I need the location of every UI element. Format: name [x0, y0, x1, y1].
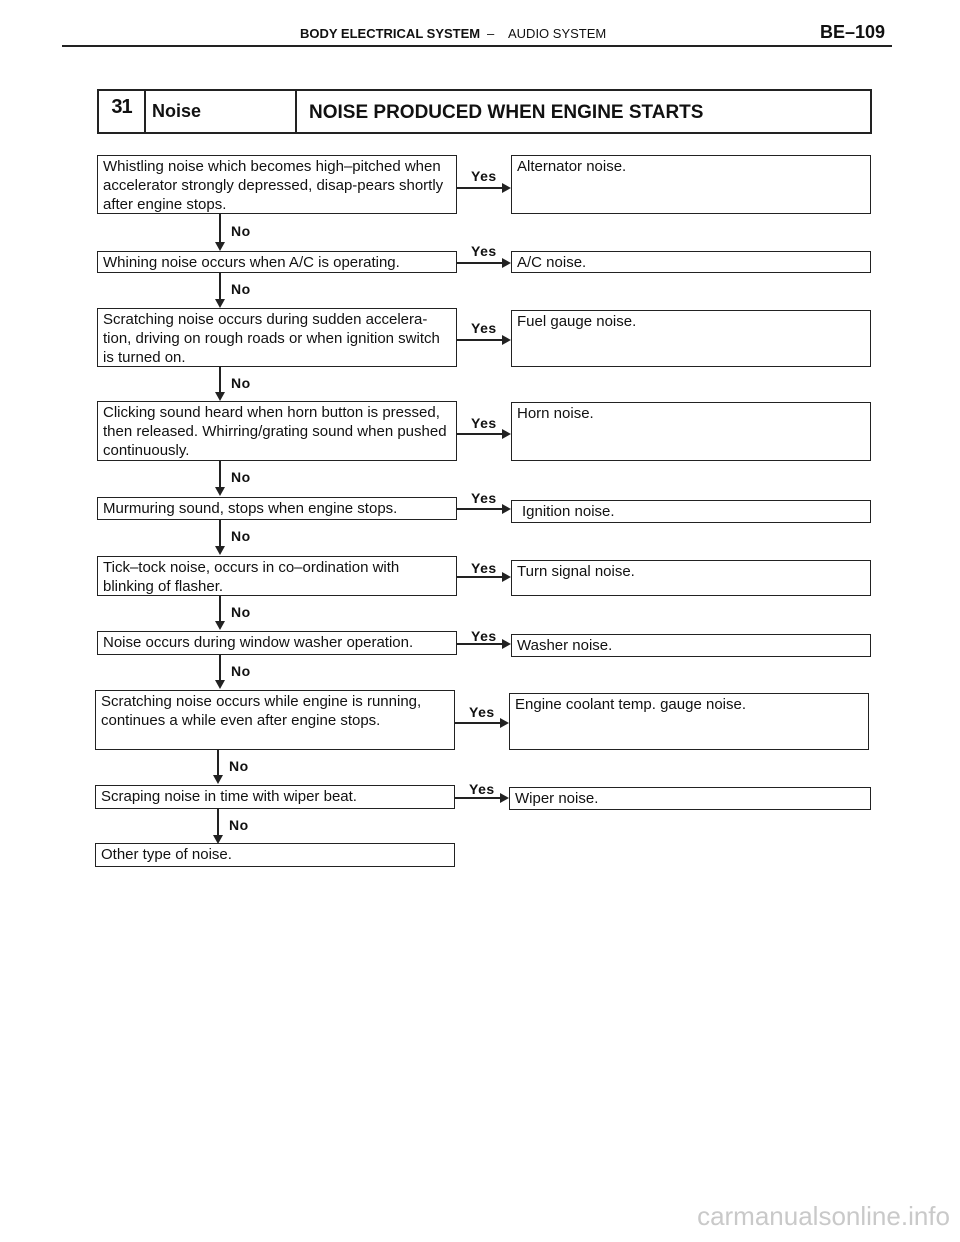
no-label: No — [231, 281, 251, 297]
procedure-category: Noise — [146, 91, 297, 132]
question-box: Scratching noise occurs during sudden accelera-tion, driving on rough roads or when ignition switch is turned on. — [97, 308, 457, 367]
yes-label: Yes — [471, 628, 497, 644]
procedure-number: 31 — [99, 91, 146, 132]
question-box: Noise occurs during window washer operation. — [97, 631, 457, 655]
no-arrow — [215, 299, 225, 308]
yes-arrow — [500, 793, 509, 803]
yes-label: Yes — [471, 560, 497, 576]
question-box: Whistling noise which becomes high–pitched when accelerator strongly depressed, disap-pears shortly after engine stops. — [97, 155, 457, 214]
no-label: No — [231, 528, 251, 544]
yes-connector — [457, 339, 503, 341]
yes-arrow — [502, 429, 511, 439]
yes-label: Yes — [469, 781, 495, 797]
no-arrow — [215, 621, 225, 630]
question-box: Scraping noise in time with wiper beat. — [95, 785, 455, 809]
result-box: Engine coolant temp. gauge noise. — [509, 693, 869, 750]
no-label: No — [231, 375, 251, 391]
question-box: Whining noise occurs when A/C is operating. — [97, 251, 457, 273]
yes-connector — [457, 508, 503, 510]
question-box: Clicking sound heard when horn button is pressed, then released. Whirring/grating sound when pushed continuously. — [97, 401, 457, 461]
yes-arrow — [502, 335, 511, 345]
no-label: No — [231, 223, 251, 239]
no-connector — [217, 750, 219, 777]
page-number: BE–109 — [820, 22, 886, 42]
result-box: Turn signal noise. — [511, 560, 871, 596]
no-arrow — [213, 775, 223, 784]
yes-arrow — [502, 258, 511, 268]
result-box: Alternator noise. — [511, 155, 871, 214]
result-box: Ignition noise. — [511, 500, 871, 523]
header-section-title: AUDIO SYSTEM — [508, 26, 607, 41]
no-connector — [219, 655, 221, 682]
no-label: No — [231, 469, 251, 485]
no-label: No — [231, 663, 251, 679]
header-divider — [62, 45, 892, 47]
no-arrow — [215, 392, 225, 401]
yes-label: Yes — [471, 415, 497, 431]
yes-connector — [457, 187, 503, 189]
question-box: Tick–tock noise, occurs in co–ordination with blinking of flasher. — [97, 556, 457, 596]
no-connector — [217, 809, 219, 837]
procedure-heading: NOISE PRODUCED WHEN ENGINE STARTS — [309, 102, 704, 123]
no-connector — [219, 273, 221, 301]
watermark: carmanualsonline.info — [697, 1201, 950, 1231]
yes-arrow — [502, 504, 511, 514]
yes-label: Yes — [471, 243, 497, 259]
yes-connector — [457, 576, 503, 578]
question-box: Scratching noise occurs while engine is running, continues a while even after engine stops. — [95, 690, 455, 750]
yes-connector — [455, 797, 501, 799]
no-connector — [219, 596, 221, 623]
header-system-title: BODY ELECTRICAL SYSTEM — [300, 26, 481, 41]
yes-arrow — [500, 718, 509, 728]
procedure-title-bar — [97, 89, 872, 134]
result-box: Fuel gauge noise. — [511, 310, 871, 367]
header-separator: – — [487, 26, 495, 41]
no-arrow — [215, 487, 225, 496]
no-arrow — [215, 680, 225, 689]
no-connector — [219, 214, 221, 244]
result-box: Washer noise. — [511, 634, 871, 657]
yes-label: Yes — [471, 490, 497, 506]
no-connector — [219, 461, 221, 489]
no-label: No — [231, 604, 251, 620]
final-box: Other type of noise. — [95, 843, 455, 867]
no-label: No — [229, 758, 249, 774]
no-connector — [219, 367, 221, 394]
question-box: Murmuring sound, stops when engine stops. — [97, 497, 457, 520]
result-box: Wiper noise. — [509, 787, 871, 810]
no-label: No — [229, 817, 249, 833]
yes-connector — [457, 262, 503, 264]
no-arrow — [215, 546, 225, 555]
yes-arrow — [502, 183, 511, 193]
yes-arrow — [502, 639, 511, 649]
yes-label: Yes — [471, 320, 497, 336]
result-box: Horn noise. — [511, 402, 871, 461]
yes-connector — [455, 722, 501, 724]
yes-label: Yes — [469, 704, 495, 720]
yes-label: Yes — [471, 168, 497, 184]
no-connector — [219, 520, 221, 548]
no-arrow — [215, 242, 225, 251]
yes-connector — [457, 433, 503, 435]
result-box: A/C noise. — [511, 251, 871, 273]
yes-arrow — [502, 572, 511, 582]
